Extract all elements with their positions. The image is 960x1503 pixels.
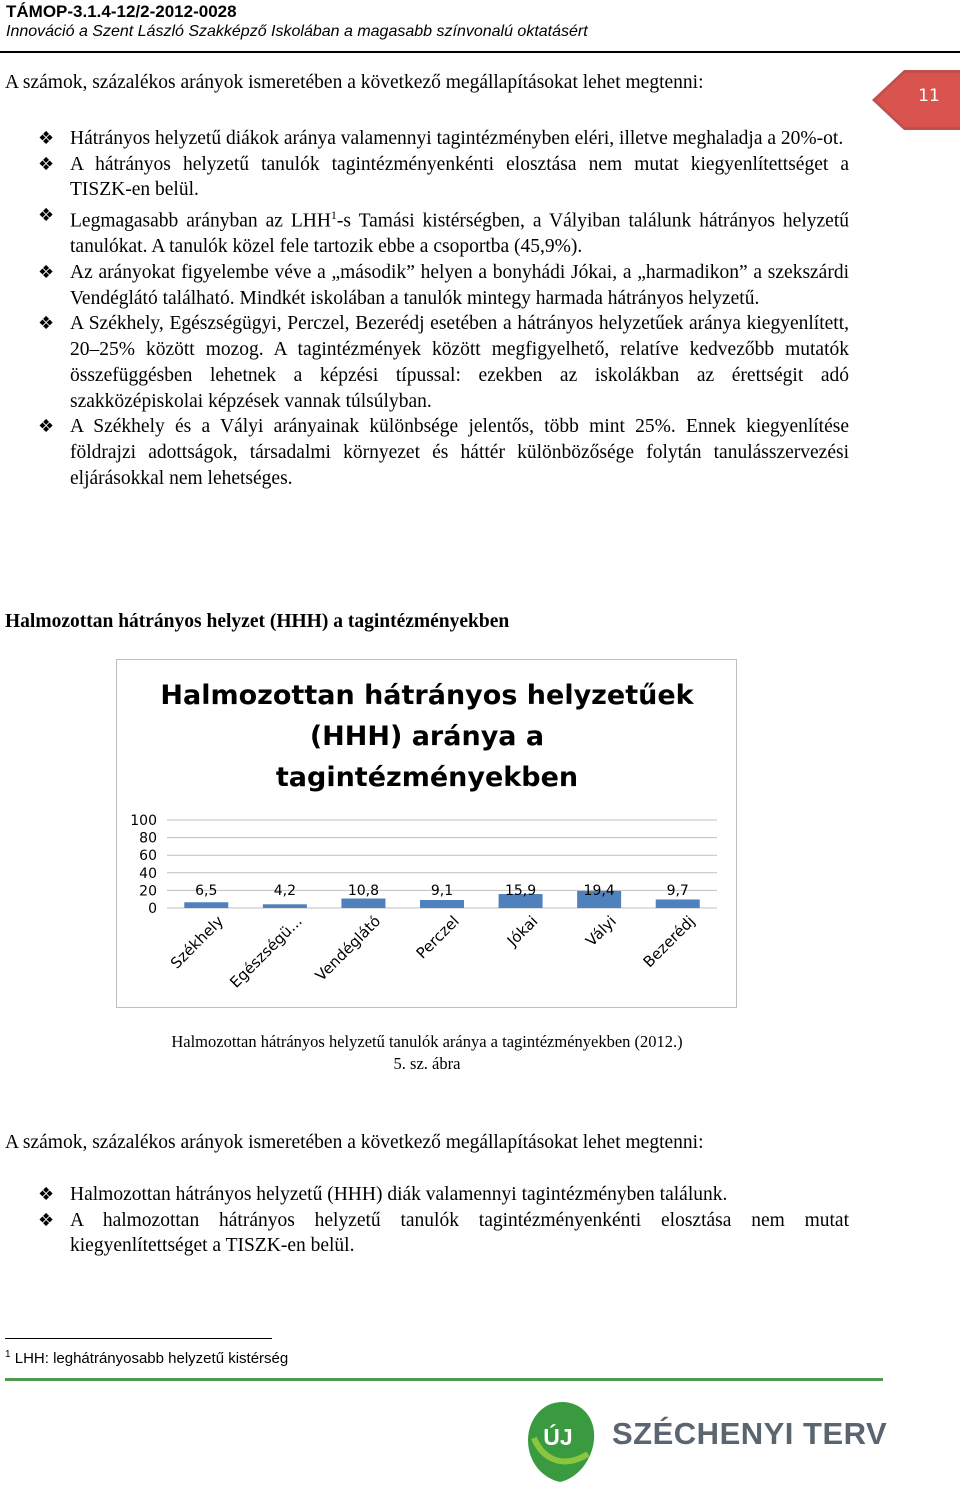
findings-list-2 <box>38 1182 849 1259</box>
header-project-code: TÁMOP-3.1.4-12/2-2012-0028 <box>6 2 237 21</box>
footnote-divider <box>5 1338 272 1339</box>
chart-bar <box>420 900 464 908</box>
list-item <box>38 203 849 260</box>
chart-canvas <box>117 660 738 1009</box>
list-item-text: -s Tamási kistérségben, a Vályiban találunk hátrányos helyzetű tanulókat. A tanulók közel fele tartozik ebbe a csoportba (45,9%). <box>70 210 849 258</box>
footnote-reference: 1 <box>330 208 337 223</box>
section-title: Halmozottan hátrányos helyzet (HHH) a tagintézményekben <box>5 611 510 632</box>
header-divider <box>0 51 960 53</box>
list-item <box>38 1208 849 1259</box>
data-label: 4,2 <box>273 883 296 899</box>
x-tick-label: Vályi <box>582 912 620 950</box>
chart-bar <box>656 899 700 908</box>
list-item <box>38 152 849 203</box>
footer-bar <box>5 1378 883 1381</box>
x-tick-label: Jókai <box>503 912 542 950</box>
list-item-text: A Székhely és a Vályi arányainak különbsége jelentős, több mint 25%. Ennek kiegyenlítése földrajzi adottságok, társadalmi környezet és háttér különbözősége folytán tanulásszervezési eljárásokkal nem lehetséges. <box>70 416 849 489</box>
chart-title-line: tagintézményekben <box>275 762 579 793</box>
footnote-mark: 1 <box>5 1349 11 1360</box>
footnote <box>5 1349 288 1367</box>
y-tick-label: 100 <box>130 813 157 829</box>
list-item-text: Hátrányos helyzetű diákok aránya valamennyi tagintézményben eléri, illetve meghaladja a 20%-ot. <box>70 128 844 149</box>
page-number-badge <box>872 70 960 130</box>
list-item <box>38 1182 849 1208</box>
y-tick-label: 40 <box>139 865 157 882</box>
chart-bar <box>341 898 385 908</box>
footnote-text: LHH: leghátrányosabb helyzetű kistérség <box>14 1350 289 1367</box>
data-label: 6,5 <box>195 883 218 899</box>
list-item <box>38 414 849 491</box>
diamond-bullet-icon: ❖ <box>38 416 55 438</box>
list-item-text: A hátrányos helyzetű tanulók tagintézményenkénti elosztása nem mutat kiegyenlítettséget a TISZK-en belül. <box>70 153 849 201</box>
data-label: 15,9 <box>504 883 537 899</box>
diamond-bullet-icon: ❖ <box>38 313 55 335</box>
x-tick-label: Egészségü... <box>226 912 306 992</box>
header-subtitle: Innováció a Szent László Szakképző Iskolában a magasabb színvonalú oktatásért <box>6 23 588 40</box>
diamond-bullet-icon: ❖ <box>38 1209 55 1231</box>
chart-title-line: Halmozottan hátrányos helyzetűek <box>160 680 694 711</box>
intro-paragraph-1: A számok, százalékos arányok ismeretében a következő megállapításokat lehet megtenni: <box>5 72 704 93</box>
list-item-text: Legmagasabb arányban az LHH <box>70 210 331 232</box>
list-item-text: A Székhely, Egészségügyi, Perczel, Bezerédj esetében a hátrányos helyzetűek aránya kiegyenlített, 20–25% között mozog. A tagintézmények között megfigyelhető, relatíve kedvezőbb mutatók összefüggésben lehetnek a képzési típussal: ezekben az iskolákban az érettségit adó szakközépiskolai képzések vannak túlsúlyban. <box>70 313 849 412</box>
x-tick-label: Vendéglátó <box>311 912 385 985</box>
x-tick-label: Székhely <box>166 912 228 973</box>
data-label: 19,4 <box>583 883 615 899</box>
list-item-text: Halmozottan hátrányos helyzetű (HHH) diák valamennyi tagintézményben találunk. <box>70 1184 728 1205</box>
intro-paragraph-2: A számok, százalékos arányok ismeretében a következő megállapításokat lehet megtenni: <box>5 1132 704 1153</box>
x-tick-label: Perczel <box>412 912 463 963</box>
diamond-bullet-icon: ❖ <box>38 128 55 149</box>
list-item <box>38 260 849 311</box>
diamond-bullet-icon: ❖ <box>38 262 55 284</box>
x-tick-label: Bezerédj <box>639 912 699 972</box>
diamond-bullet-icon: ❖ <box>38 153 55 175</box>
chart-title-line: (HHH) aránya a <box>309 721 545 752</box>
list-item-text: Az arányokat figyelembe véve a „második” helyen a bonyhádi Jókai, a „harmadikon” a szekszárdi Vendéglátó található. Mindkét iskolában a tanulók mintegy harmada hátrányos helyzetű. <box>70 262 849 309</box>
y-tick-label: 60 <box>139 848 157 865</box>
diamond-bullet-icon: ❖ <box>38 1184 55 1205</box>
diamond-bullet-icon: ❖ <box>38 205 55 227</box>
chart-bar <box>184 902 228 908</box>
list-item-text: A halmozottan hátrányos helyzetű tanulók tagintézményenkénti elosztása nem mutat kiegyenlítettséget a TISZK-en belül. <box>70 1209 849 1257</box>
logo-badge-text: ÚJ <box>543 1424 573 1450</box>
list-item <box>38 311 849 414</box>
chart-bar <box>263 904 307 908</box>
page-number: 11 <box>918 86 940 106</box>
logo-text: SZÉCHENYI TERV <box>612 1416 888 1451</box>
data-label: 9,1 <box>430 883 454 899</box>
figure-label: 5. sz. ábra <box>393 1054 461 1073</box>
y-tick-label: 0 <box>148 901 157 917</box>
data-label: 10,8 <box>347 883 380 899</box>
data-label: 9,7 <box>666 883 689 899</box>
findings-list-1 <box>38 126 849 491</box>
figure-caption: Halmozottan hátrányos helyzetű tanulók aránya a tagintézményekben (2012.) <box>171 1032 683 1051</box>
y-tick-label: 80 <box>139 830 157 847</box>
szechenyi-terv-logo <box>522 1398 888 1494</box>
list-item <box>38 126 849 152</box>
y-tick-label: 20 <box>139 883 157 900</box>
hhh-bar-chart <box>116 659 737 1008</box>
